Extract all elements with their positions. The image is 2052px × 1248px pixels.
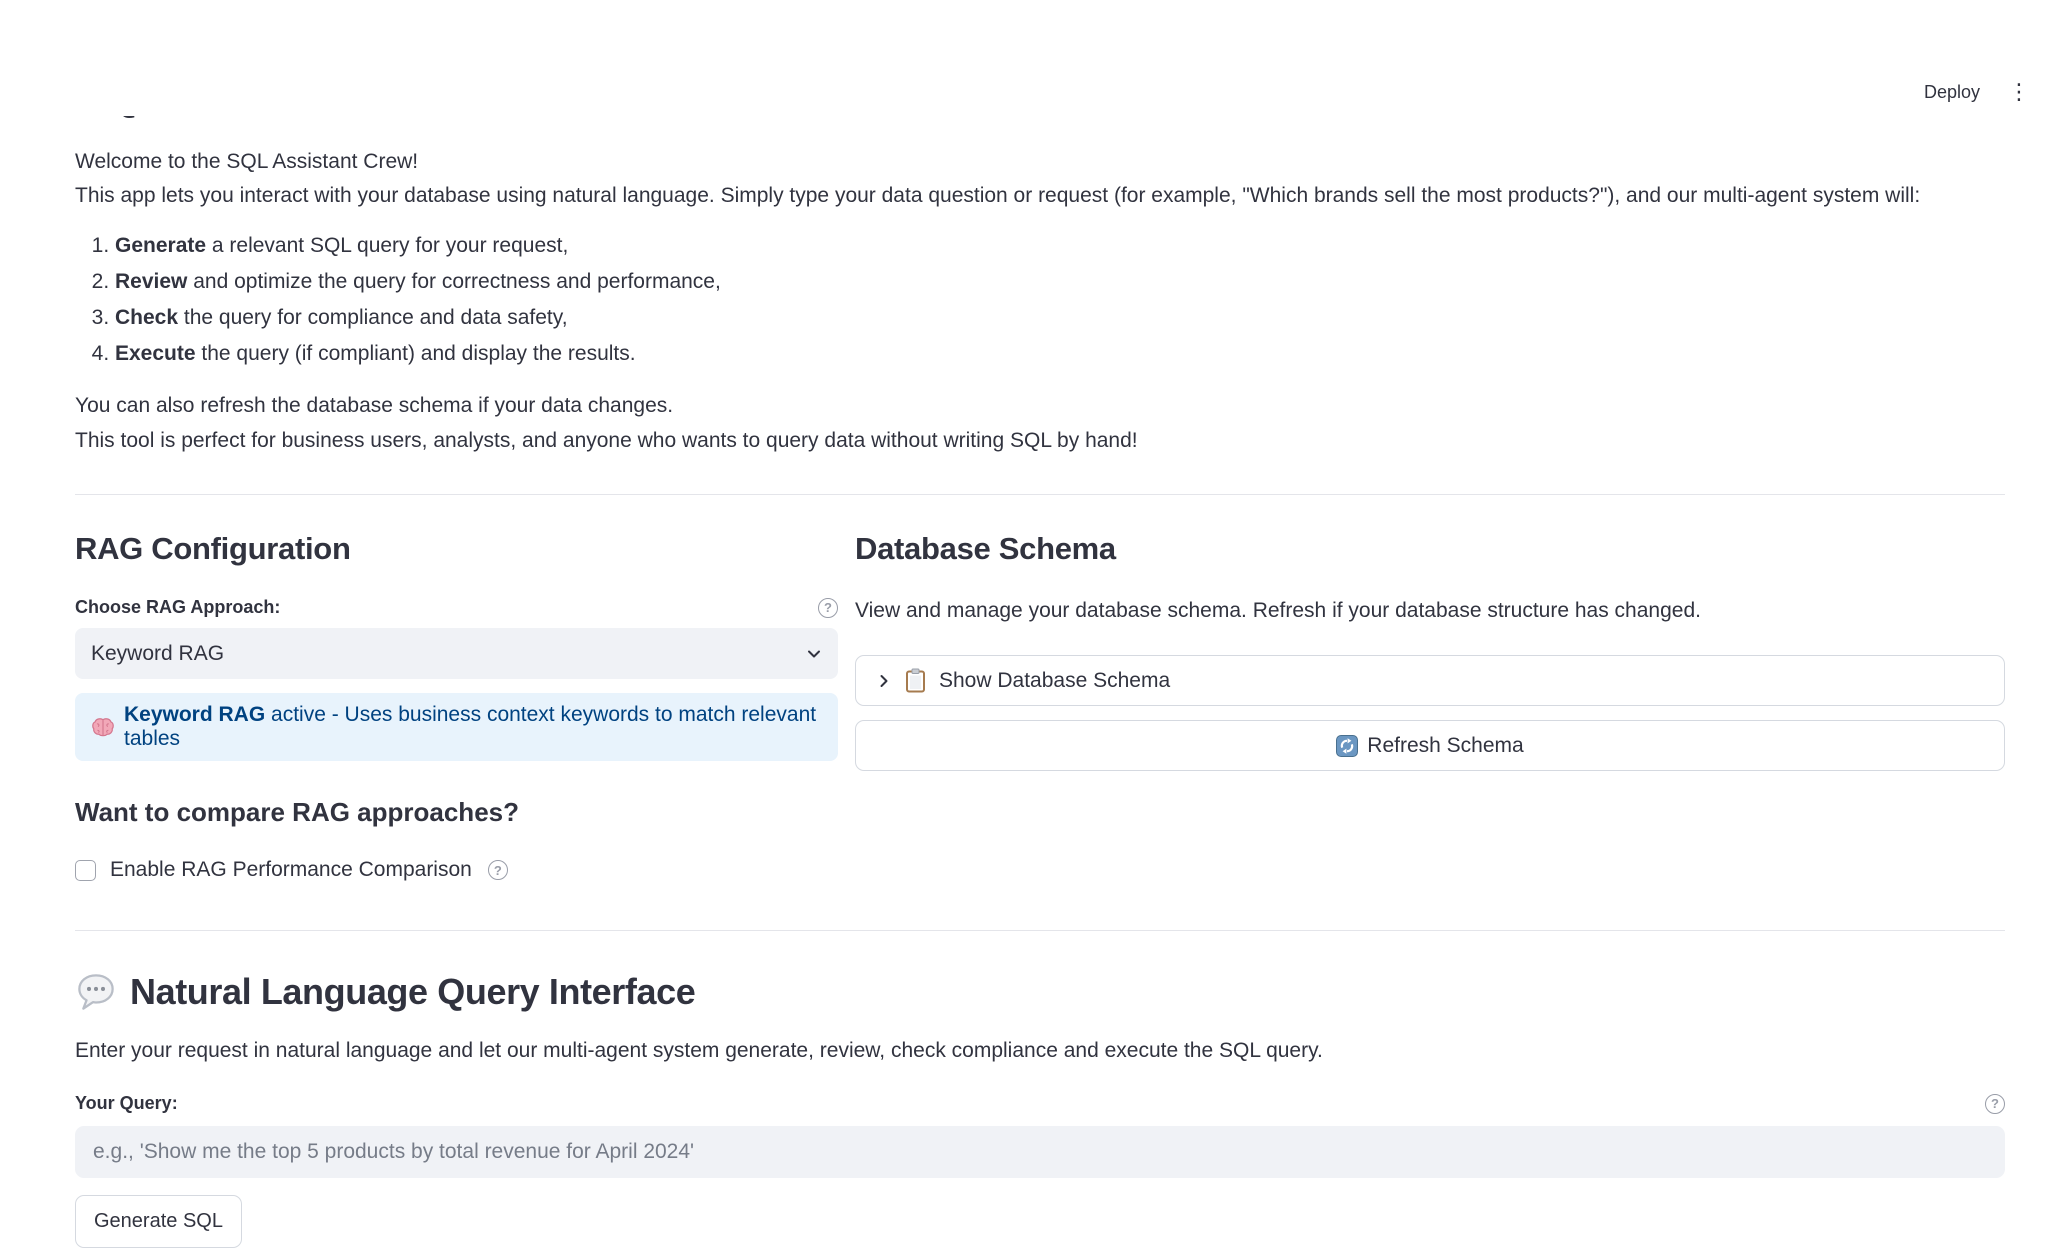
intro-description-text: This app lets you interact with your database using natural language. Simply type your data question or request (for example, "Which brands sell the most products?"), and our multi-agent system will: <box>75 184 1921 208</box>
step-text: a relevant SQL query for your request, <box>206 233 569 257</box>
generate-sql-button[interactable]: Generate SQL <box>75 1195 242 1248</box>
nl-query-description: Enter your request in natural language and let our multi-agent system generate, review, check compliance and execute the SQL query. <box>75 1039 1323 1063</box>
rag-active-info-box <box>75 693 838 761</box>
database-schema-description: View and manage your database schema. Refresh if your database structure has changed. <box>855 599 1701 623</box>
rag-active-info-rest: active - Uses business context keywords to match relevant tables <box>124 703 817 751</box>
section-divider <box>75 930 2005 931</box>
rag-approach-selected-value: Keyword RAG <box>91 641 225 665</box>
nl-query-heading <box>75 971 2005 1013</box>
brain-icon <box>91 717 115 738</box>
help-icon[interactable]: ? <box>488 860 508 880</box>
show-database-schema-expander[interactable] <box>855 655 2005 706</box>
workflow-steps-list <box>75 232 2005 369</box>
enable-rag-comparison-checkbox-row[interactable] <box>75 858 838 882</box>
database-schema-panel <box>855 531 2005 882</box>
speech-balloon-icon <box>75 971 117 1013</box>
rag-active-info-bold: Keyword RAG <box>124 703 266 727</box>
your-query-label: Your Query: <box>75 1093 178 1114</box>
refresh-icon <box>1336 735 1358 757</box>
show-database-schema-label: Show Database Schema <box>939 668 1171 692</box>
chevron-down-icon <box>804 644 824 664</box>
rag-approach-select[interactable] <box>75 628 838 679</box>
rag-configuration-panel <box>75 531 838 882</box>
list-item <box>115 304 2005 333</box>
main-content <box>0 68 2052 1248</box>
enable-rag-comparison-label: Enable RAG Performance Comparison <box>110 858 472 882</box>
rag-configuration-heading: RAG Configuration <box>75 531 351 567</box>
chevron-right-icon <box>876 673 892 689</box>
refresh-schema-button[interactable] <box>855 720 2005 771</box>
step-keyword: Check <box>115 305 179 329</box>
step-keyword: Execute <box>115 341 196 365</box>
database-schema-heading: Database Schema <box>855 531 1116 567</box>
enable-rag-comparison-checkbox[interactable] <box>75 860 96 881</box>
step-text: and optimize the query for correctness and performance, <box>187 269 721 293</box>
step-text: the query (if compliant) and display the results. <box>195 341 636 365</box>
section-divider <box>75 494 2005 495</box>
help-icon[interactable]: ? <box>818 598 838 618</box>
step-keyword: Generate <box>115 233 207 257</box>
clipboard-icon <box>905 668 926 693</box>
rag-active-info-text <box>124 703 822 751</box>
list-item <box>115 232 2005 261</box>
intro-note-refresh: You can also refresh the database schema if your data changes. <box>75 394 674 418</box>
list-item <box>115 268 2005 297</box>
step-keyword: Review <box>115 269 188 293</box>
deploy-button[interactable]: Deploy <box>1920 76 1984 109</box>
help-icon[interactable]: ? <box>1985 1094 2005 1114</box>
app-header <box>0 68 2052 116</box>
intro-note-audience: This tool is perfect for business users, analysts, and anyone who wants to query data without writing SQL by hand! <box>75 428 1138 452</box>
refresh-schema-label: Refresh Schema <box>1367 733 1524 757</box>
nl-query-heading-text: Natural Language Query Interface <box>130 971 696 1013</box>
compare-rag-heading: Want to compare RAG approaches? <box>75 797 519 828</box>
step-text: the query for compliance and data safety, <box>178 305 568 329</box>
rag-approach-label: Choose RAG Approach: <box>75 597 281 618</box>
kebab-menu-icon[interactable]: ⋮ <box>2000 79 2038 105</box>
list-item <box>115 340 2005 369</box>
intro-welcome-text: Welcome to the SQL Assistant Crew! <box>75 150 419 173</box>
query-input[interactable] <box>75 1126 2005 1178</box>
